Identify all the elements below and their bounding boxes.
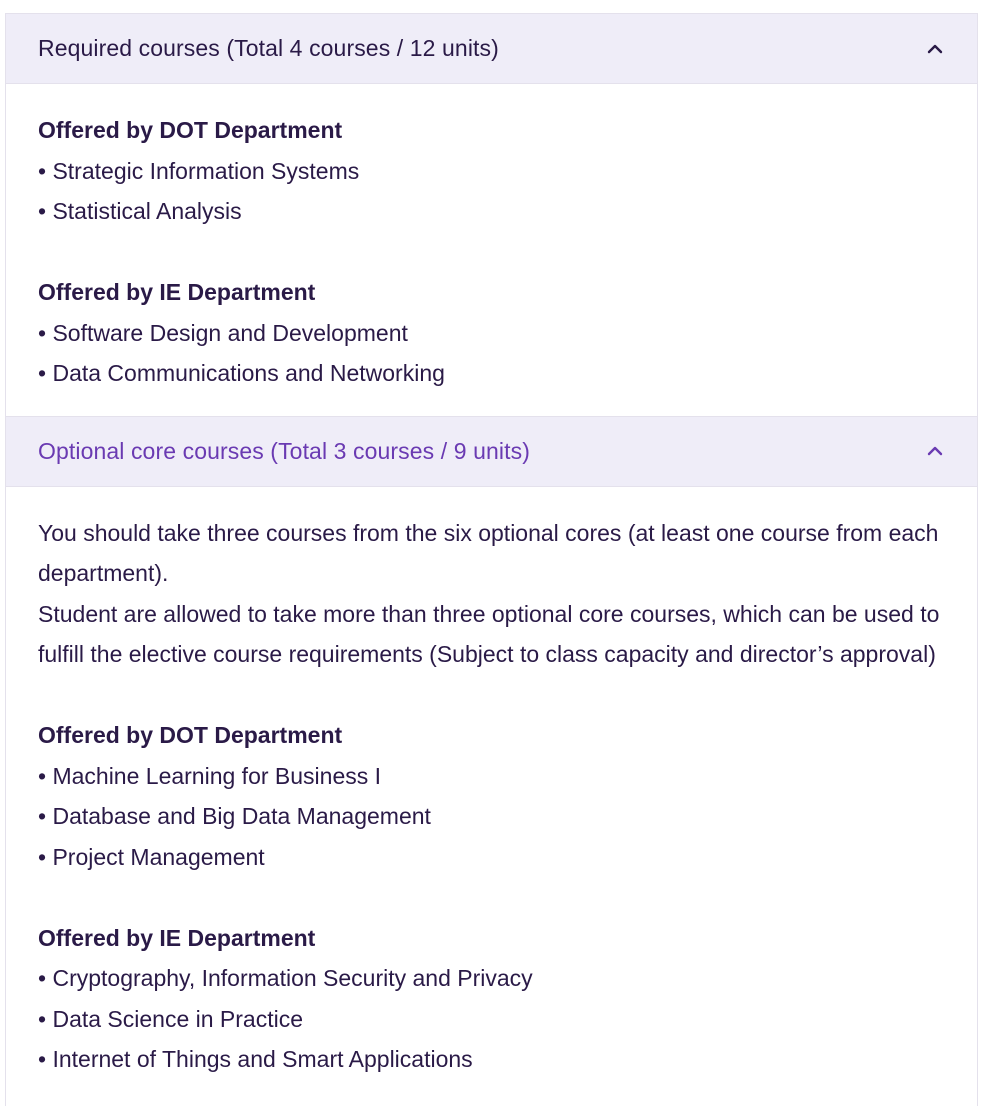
- dept-heading-dot: Offered by DOT Department: [38, 722, 343, 748]
- required-courses-panel: [6, 84, 977, 417]
- course-item: • Software Design and Development: [38, 313, 945, 354]
- course-item: • Internet of Things and Smart Applications: [38, 1039, 945, 1080]
- course-accordion: [5, 13, 978, 1106]
- intro-paragraph: Student are allowed to take more than three optional core courses, which can be used to fulfill the elective course requirements (Subject to class capacity and director’s approval): [38, 600, 940, 667]
- course-item: • Database and Big Data Management: [38, 796, 945, 837]
- course-item: • Project Management: [38, 837, 945, 878]
- spacer: [38, 675, 945, 716]
- dept-heading-dot: Offered by DOT Department: [38, 117, 343, 143]
- course-item: • Data Communications and Networking: [38, 353, 945, 394]
- spacer: [38, 232, 945, 273]
- chevron-up-icon[interactable]: [925, 39, 945, 59]
- dept-heading-ie: Offered by IE Department: [38, 279, 316, 305]
- course-item: • Machine Learning for Business I: [38, 756, 945, 797]
- course-item: • Data Science in Practice: [38, 999, 945, 1040]
- optional-core-courses-panel: [6, 487, 977, 1102]
- optional-core-courses-title: Optional core courses (Total 3 courses / 9 units): [38, 437, 530, 464]
- course-item: • Cryptography, Information Security and Privacy: [38, 958, 945, 999]
- course-item: • Statistical Analysis: [38, 191, 945, 232]
- optional-core-courses-header[interactable]: [6, 417, 977, 487]
- dept-heading-ie: Offered by IE Department: [38, 924, 316, 951]
- course-item: • Strategic Information Systems: [38, 151, 945, 192]
- chevron-up-icon[interactable]: [925, 441, 945, 461]
- spacer: [38, 877, 945, 918]
- required-courses-header[interactable]: [6, 14, 977, 84]
- required-courses-title: Required courses (Total 4 courses / 12 units): [38, 35, 499, 61]
- intro-paragraph: You should take three courses from the six optional cores (at least one course from each department).: [38, 519, 939, 586]
